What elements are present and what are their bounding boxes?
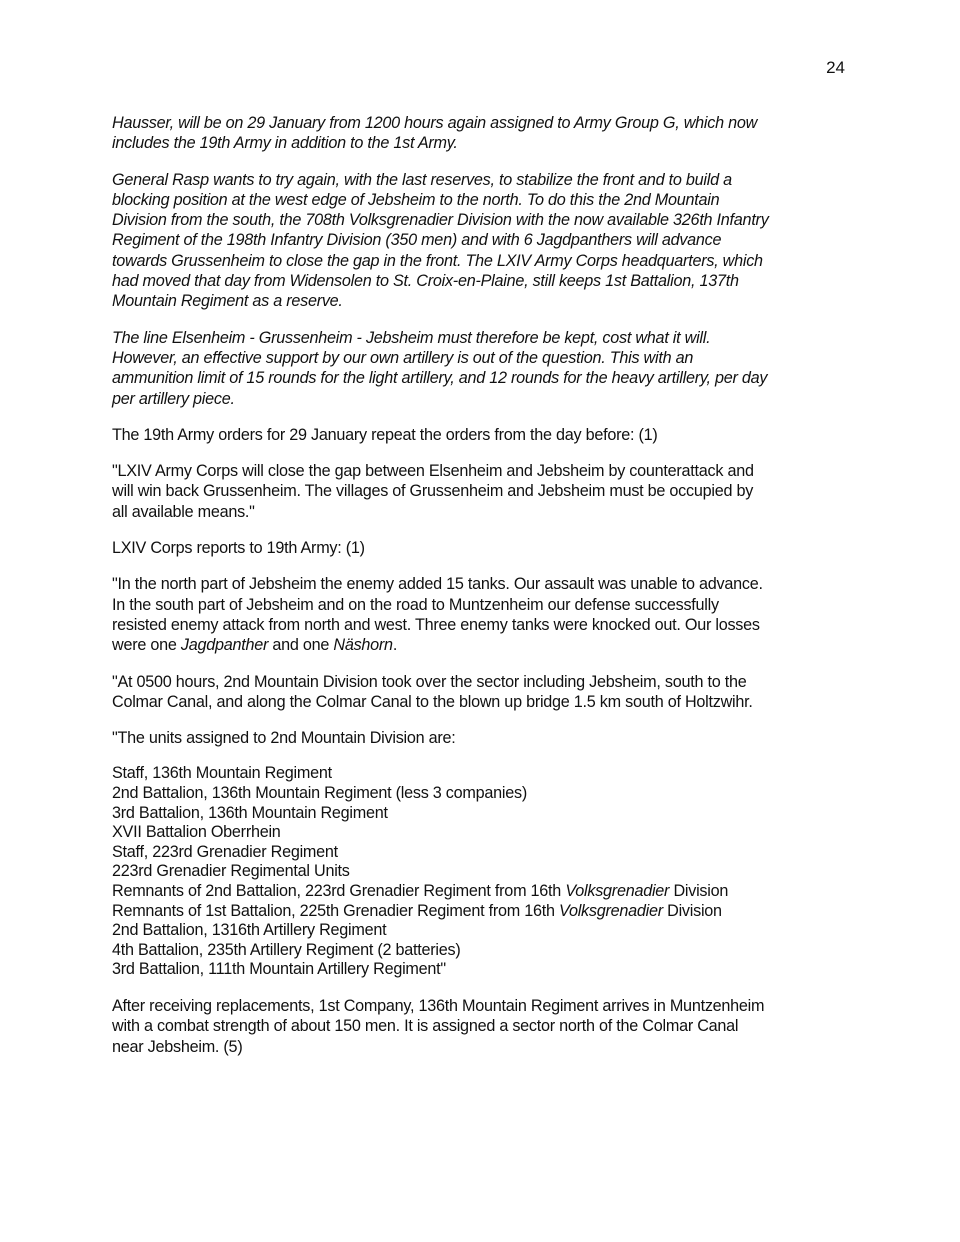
unit-list-item: 4th Battalion, 235th Artillery Regiment (2 batteries) xyxy=(112,940,461,959)
paragraph-jebsheim-report xyxy=(112,574,852,655)
text-line: "LXIV Army Corps will close the gap between Elsenheim and Jebsheim by counterattack and xyxy=(112,462,754,481)
text-fragment: were one xyxy=(112,636,181,655)
text-line: LXIV Corps reports to 19th Army: (1) xyxy=(112,539,365,558)
text-line: The line Elsenheim - Grussenheim - Jebsheim must therefore be kept, cost what it will. xyxy=(112,328,711,347)
paragraph-defense-line xyxy=(112,328,852,409)
text-line: all available means." xyxy=(112,502,255,521)
text-line: with a combat strength of about 150 men. It is assigned a sector north of the Colmar Canal xyxy=(112,1017,739,1036)
paragraph-army-group-assignment xyxy=(112,113,852,154)
text-line: Mountain Regiment as a reserve. xyxy=(112,292,343,311)
text-line: Regiment of the 198th Infantry Division (350 men) and with 6 Jagdpanthers will advance xyxy=(112,231,722,250)
paragraph-units-intro xyxy=(112,728,852,748)
text-fragment: Remnants of 2nd Battalion, 223rd Grenadier Regiment from 16th xyxy=(112,881,566,900)
text-line: In the south part of Jebsheim and on the road to Muntzenheim our defense successfully xyxy=(112,595,719,614)
text-fragment: . xyxy=(392,636,398,655)
unit-list-item: 2nd Battalion, 136th Mountain Regiment (less 3 companies) xyxy=(112,784,527,803)
vehicle-name-jagdpanther: Jagdpanther xyxy=(180,636,269,655)
division-type-italic: Volksgrenadier xyxy=(559,901,663,920)
text-line: The 19th Army orders for 29 January repeat the orders from the day before: (1) xyxy=(112,425,658,444)
text-fragment: and one xyxy=(268,636,334,655)
text-line: will win back Grussenheim. The villages of Grussenheim and Jebsheim must be occupied by xyxy=(112,482,754,501)
paragraph-general-rasp-plan xyxy=(112,170,852,312)
text-line: Colmar Canal, and along the Colmar Canal to the blown up bridge 1.5 km south of Holtzwihr. xyxy=(112,692,753,711)
unit-list-item: 3rd Battalion, 111th Mountain Artillery Regiment" xyxy=(112,960,446,979)
text-line: per artillery piece. xyxy=(112,389,235,408)
division-type-italic: Volksgrenadier xyxy=(565,881,670,900)
paragraph-19th-army-orders xyxy=(112,425,852,445)
assigned-units-list xyxy=(112,764,852,980)
unit-list-item xyxy=(112,882,852,902)
unit-list-item: 3rd Battalion, 136th Mountain Regiment xyxy=(112,803,388,822)
paragraph-orders-quote xyxy=(112,461,852,522)
text-fragment: Division xyxy=(669,881,729,900)
paragraph-replacements xyxy=(112,996,852,1057)
unit-list-item: XVII Battalion Oberrhein xyxy=(112,823,281,842)
unit-list-item xyxy=(112,902,852,922)
text-line: However, an effective support by our own artillery is out of the question. This with an xyxy=(112,348,694,367)
unit-list-item: Staff, 136th Mountain Regiment xyxy=(112,764,332,783)
text-line: General Rasp wants to try again, with the last reserves, to stabilize the front and to build a xyxy=(112,170,732,189)
unit-list-item: 223rd Grenadier Regimental Units xyxy=(112,862,350,881)
paragraph-sector-takeover xyxy=(112,672,852,713)
text-fragment: Remnants of 1st Battalion, 225th Grenadier Regiment from 16th xyxy=(112,901,559,920)
text-line: blocking position at the west edge of Jebsheim to the north. To do this the 2nd Mountain xyxy=(112,190,720,209)
vehicle-name-nashorn: Näshorn xyxy=(333,636,393,655)
text-line: Division from the south, the 708th Volksgrenadier Division with the now available 326th Infantry xyxy=(112,211,769,230)
document-body xyxy=(112,113,852,1073)
text-line: includes the 19th Army in addition to the 1st Army. xyxy=(112,134,458,153)
paragraph-corps-reports xyxy=(112,538,852,558)
text-line: "At 0500 hours, 2nd Mountain Division took over the sector including Jebsheim, south to the xyxy=(112,672,747,691)
unit-list-item: Staff, 223rd Grenadier Regiment xyxy=(112,842,338,861)
page-number: 24 xyxy=(826,58,845,77)
text-line: "In the north part of Jebsheim the enemy added 15 tanks. Our assault was unable to advance. xyxy=(112,575,763,594)
text-line: near Jebsheim. (5) xyxy=(112,1037,243,1056)
text-line: Hausser, will be on 29 January from 1200 hours again assigned to Army Group G, which now xyxy=(112,114,758,132)
text-fragment: Division xyxy=(662,901,722,920)
unit-list-item: 2nd Battalion, 1316th Artillery Regiment xyxy=(112,921,387,940)
text-line: "The units assigned to 2nd Mountain Division are: xyxy=(112,729,456,748)
text-line: After receiving replacements, 1st Company, 136th Mountain Regiment arrives in Muntzenheim xyxy=(112,996,765,1015)
text-line: ammunition limit of 15 rounds for the light artillery, and 12 rounds for the heavy artillery, per day xyxy=(112,369,768,388)
text-line: had moved that day from Widensolen to St. Croix-en-Plaine, still keeps 1st Battalion, 137th xyxy=(112,272,739,291)
text-line: resisted enemy attack from north and west. Three enemy tanks were knocked out. Our losses xyxy=(112,615,760,634)
text-line xyxy=(112,635,852,655)
text-line: towards Grussenheim to close the gap in the front. The LXIV Army Corps headquarters, which xyxy=(112,251,763,270)
